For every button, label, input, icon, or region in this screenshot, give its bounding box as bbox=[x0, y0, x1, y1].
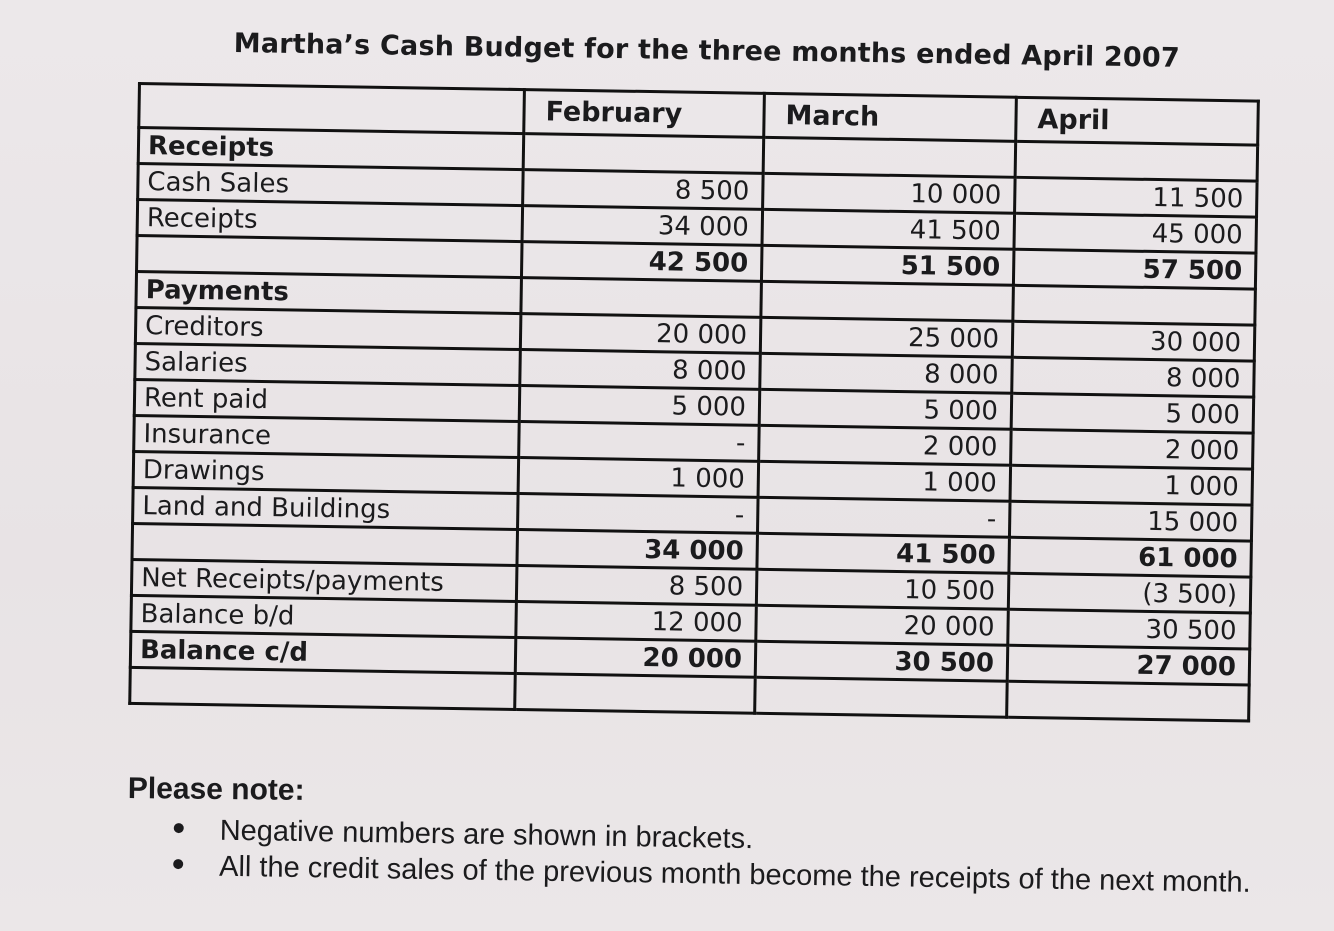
april-value-cell bbox=[1015, 141, 1258, 181]
february-value-cell: 5 000 bbox=[519, 386, 760, 426]
april-value-cell bbox=[1013, 285, 1256, 325]
notes-heading: Please note: bbox=[127, 772, 305, 807]
april-value-cell bbox=[1007, 681, 1250, 721]
april-value-cell: 8 000 bbox=[1012, 357, 1255, 397]
march-value-cell: 2 000 bbox=[759, 425, 1012, 465]
march-value-cell: 1 000 bbox=[758, 461, 1011, 501]
march-value-cell: 30 500 bbox=[755, 641, 1008, 681]
march-value-cell: 8 000 bbox=[760, 353, 1013, 393]
note-text: All the credit sales of the previous month become the receipts of the next month. bbox=[218, 850, 1251, 899]
february-value-cell: 12 000 bbox=[516, 602, 757, 642]
row-label-cell: Drawings bbox=[133, 451, 519, 493]
bullet-icon bbox=[173, 859, 183, 869]
april-value-cell: 11 500 bbox=[1015, 177, 1258, 217]
april-value-cell: 30 500 bbox=[1008, 609, 1251, 649]
march-value-cell bbox=[755, 677, 1008, 717]
february-value-cell bbox=[523, 134, 764, 174]
february-value-cell: 34 000 bbox=[522, 206, 763, 246]
february-value-cell: 20 000 bbox=[515, 638, 756, 678]
header-blank-cell bbox=[139, 84, 525, 134]
april-value-cell: 1 000 bbox=[1010, 465, 1253, 505]
april-value-cell: 61 000 bbox=[1009, 537, 1252, 577]
bullet-icon bbox=[174, 823, 184, 833]
row-label-cell: Net Receipts/payments bbox=[131, 559, 517, 601]
row-label-cell: Insurance bbox=[134, 415, 520, 457]
april-value-cell: 27 000 bbox=[1007, 645, 1250, 685]
march-value-cell: 25 000 bbox=[760, 317, 1013, 357]
february-value-cell: 8 500 bbox=[516, 566, 757, 606]
february-value-cell: 1 000 bbox=[518, 458, 759, 498]
table-body bbox=[130, 128, 1258, 722]
march-value-cell: 20 000 bbox=[756, 605, 1009, 645]
march-value-cell bbox=[763, 137, 1016, 177]
march-value-cell: 10 000 bbox=[763, 173, 1016, 213]
february-value-cell: 42 500 bbox=[521, 242, 762, 282]
march-value-cell: 41 500 bbox=[757, 533, 1010, 573]
row-label-cell: Balance b/d bbox=[131, 595, 517, 637]
february-value-cell: - bbox=[518, 494, 759, 534]
february-value-cell: 8 000 bbox=[520, 350, 761, 390]
february-value-cell: 34 000 bbox=[517, 530, 758, 570]
april-value-cell: 30 000 bbox=[1012, 321, 1255, 361]
march-value-cell: 41 500 bbox=[762, 209, 1015, 249]
april-value-cell: (3 500) bbox=[1008, 573, 1251, 613]
april-value-cell: 5 000 bbox=[1011, 393, 1254, 433]
february-value-cell: 8 500 bbox=[523, 170, 764, 210]
april-value-cell: 2 000 bbox=[1011, 429, 1254, 469]
march-value-cell: 5 000 bbox=[759, 389, 1012, 429]
march-value-cell bbox=[761, 281, 1014, 321]
february-value-cell bbox=[521, 278, 762, 318]
april-value-cell: 45 000 bbox=[1014, 213, 1257, 253]
column-header-april: April bbox=[1016, 97, 1259, 145]
cash-budget-table bbox=[128, 82, 1260, 723]
row-label-cell: Cash Sales bbox=[138, 164, 524, 206]
february-value-cell: 20 000 bbox=[520, 314, 761, 354]
march-value-cell: 10 500 bbox=[756, 569, 1009, 609]
row-label-cell: Receipts bbox=[138, 128, 524, 170]
row-label-cell: Payments bbox=[136, 272, 522, 314]
row-label-cell: Rent paid bbox=[134, 379, 520, 421]
column-header-february: February bbox=[524, 90, 765, 138]
march-value-cell: - bbox=[757, 497, 1010, 537]
february-value-cell bbox=[515, 673, 756, 713]
march-value-cell: 51 500 bbox=[761, 245, 1014, 285]
row-label-cell bbox=[130, 667, 516, 709]
row-label-cell bbox=[137, 236, 523, 278]
row-label-cell bbox=[132, 523, 518, 565]
february-value-cell: - bbox=[519, 422, 760, 462]
row-label-cell: Receipts bbox=[137, 200, 523, 242]
document-title: Martha’s Cash Budget for the three months ended April 2007 bbox=[233, 28, 1181, 74]
april-value-cell: 15 000 bbox=[1009, 501, 1252, 541]
column-header-march: March bbox=[764, 93, 1017, 141]
april-value-cell: 57 500 bbox=[1013, 249, 1256, 289]
row-label-cell: Creditors bbox=[135, 307, 521, 349]
notes-list bbox=[173, 812, 1252, 901]
note-text: Negative numbers are shown in brackets. bbox=[219, 814, 754, 856]
row-label-cell: Balance c/d bbox=[130, 631, 516, 673]
row-label-cell: Salaries bbox=[135, 343, 521, 385]
row-label-cell: Land and Buildings bbox=[133, 487, 519, 529]
